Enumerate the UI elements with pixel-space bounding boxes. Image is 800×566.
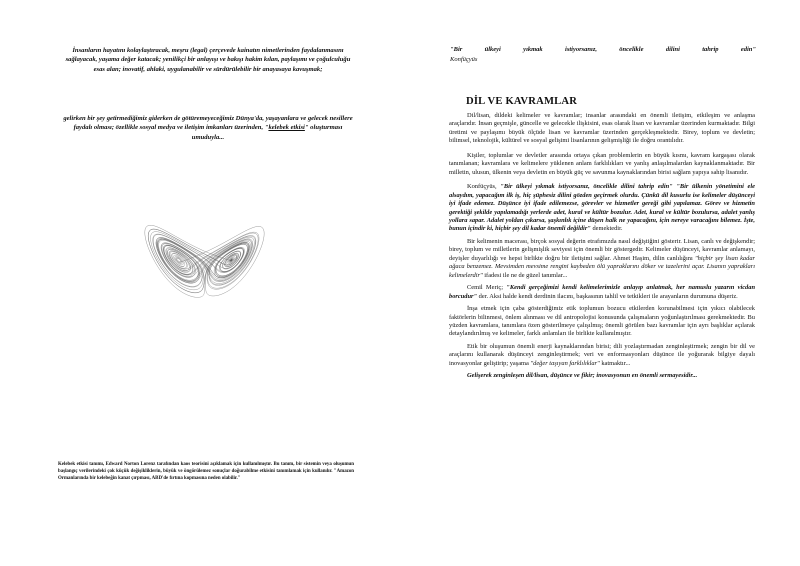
body-paragraph-4 — [449, 238, 755, 280]
butterfly-effect-footnote: Kelebek etkisi tanımı, Edward Norton Lorenz tarafından kaos teorisini açıklamak için kullanılmıştır. Bu tanım, bir sistemin veya oluşumun başlangıç verilerindeki çok küçük değişikliklerin, büyük ve öngörülemez sonuçlar doğurabilme etkisini tanımlamak için kullanılır. "Amazon Ormanlarında bir kelebeğin kanat çırpması, ABD'de fırtına kopmasına neden olabilir." — [58, 462, 354, 481]
p7-quote: "değer taşıyan farklılıklar" — [530, 359, 600, 367]
butterfly-effect-footnote-link[interactable]: kelebek etkisi — [268, 124, 305, 132]
p7-lead: Etik bir oluşumun önemli enerji kaynaklarından birisi; dili yozlaştırmadan zenginleştirmek; zengin bir dil ve araçlarını kullanarak düşünceyi zenginleştirmek; veri ve enformasyonları düşünce ile yoğurarak bilgiye dayalı inovasyonlar geliştirip; yaşama — [449, 342, 755, 367]
section-heading: DİL VE KAVRAMLAR — [466, 96, 578, 107]
p3-tail: demektedir. — [590, 225, 623, 233]
p5-cemil-meric-quote: "Kendi gerçeğimizi kendi kelimelerimizle anlayıp anlatmak, her namuslu yazarın vicdan borcudur" — [449, 284, 756, 300]
section-body — [449, 112, 755, 381]
p3-lead: Konfüçyüs, — [467, 183, 501, 191]
intro-paragraph-2 — [60, 114, 356, 142]
closing-statement: Gelişerek zenginleşen dil/lisan, düşünce ve fikir; inovasyonun en önemli sermayesidir... — [467, 372, 698, 380]
body-paragraph-2: Kişiler, toplumlar ve devletler arasında ortaya çıkan problemlerin en büyük kısmı, kavram kargaşası olarak tanımlanan; kavramlara ve kelimelere yüklenen anlam farklılıkları ve yanlış anlaşılmalardan kaynaklanmaktadır. Bir milletin, ulusun, ülkenin veya devletin en büyük güç ve savunma kaynaklarından birisi sağlam yapıya sahip lisanıdır. — [449, 151, 755, 176]
p3-confucius-quote: "Bir ülkeyi yıkmak istiyorsanız, öncelikle dilini tahrip edin" "Bir ülkenin yönetimini ele alsaydım, yapacağım ilk iş, hiç şüphesiz dilini gözden geçirmek olurdu. Çünkü dil kusurlu ise kelimeler düşünceyi iyi ifade edemez. Düşünce iyi ifade edilemezse, görevler ve hizmetler gereği gibi yapılamaz. Görev ve hizmetin gerektiği şekilde yapılamadığı yerlerde adet, kural ve kültür bozulur. Adet, kural ve kültür bozulursa, adalet yanlış yollara sapar. Adalet yoldan çıkarsa, şaşkınlık içine düşen halk ne yapacağını, için nereye varacağını bilemez. İşte, bunun içindir ki, hiçbir şey dil kadar önemli değildir" — [449, 183, 755, 233]
epigraph-author: Konfüçyüs — [450, 56, 478, 63]
p4-lead: Bir kelimenin macerası, birçok sosyal değerin etrafımızda nasıl değiştiğini gösterir. Lisan, canlı ve değişkendir; birey, toplum ve milletlerin gelişmişlik seviyesi için önemli bir göstergedir. Kelimeler düşünceyi, kavramlar anlamayı, deyişler duyarlılığı ve hepsi birlikte doğru bir iletişimi sağlar. Ahmet Haşim, dilin canlılığını — [449, 237, 755, 262]
intro-paragraph-1: İnsanların hayatını kolaylaştıracak, meşru (legal) çerçevede kainatın nimetlerinden faydalanmasını sağlayacak, yaşama değer katacak; yenilikçi bir anlayışı ve bakışı hakim kılan, paylaşımı ve çoğulculuğu esas alan; inovatif, ahlaki, uygulanabilir ve sürdürülebilir bir anayasaya kavuşmak; — [65, 47, 351, 73]
p7-tail: katmaktır... — [599, 359, 631, 367]
body-paragraph-6: İnşa etmek için çaba gösterdiğimiz etik toplumun bozucu etkilerden korunabilmesi için yıkıcı olabilecek faktörlerin bilinmesi, önlem alınması ve dil antropolojisi konusunda çalışmaların yoğunlaştırılması gerekmektedir. Bu yüzden kavramlara, tanımlara özen gösterilmeye çalışılmış; önemli görülen bazı kavramlar için ayrı başlıklar açılarak detaylandırılmış ve kelimeler, farklı anlamları ile birlikte kullanılmıştır. — [449, 305, 755, 338]
body-paragraph-5 — [449, 284, 755, 301]
body-paragraph-1: Dil/lisan, dildeki kelimeler ve kavramlar; insanlar arasındaki en önemli iletişim, etkileşim ve anlaşma araçlarıdır. İnsan geçmişle, güncelle ve gelecekle ilişkisini, esas olarak lisan ve kavramlar üzerinden kurmaktadır. Bilgi üretimi ve paylaşımı büyük ölçüde lisan ve kavramlar üzerinden gerçekleşmektedir. Birey, toplum ve devletin; bilimsel, teknolojik, kültürel ve sosyal gelişimi lisanlarının gelişmişliği ile doğru orantılıdır. — [449, 112, 755, 145]
body-paragraph-7 — [449, 343, 755, 368]
epigraph-quote: "Bir ülkeyi yıkmak istiyorsanız, öncelikle dilini tahrip edin" — [450, 46, 756, 53]
p4-ahmet-hasim-quote: "hiçbir şey lisan kadar ağaca benzemez. Mevsimden mevsime rengini kaybeden ölü yapraklarını döker ve tazelerini açar. Lisanın yaprakları kelimelerdir" — [449, 254, 756, 279]
lorenz-attractor-butterfly-image — [130, 218, 280, 310]
p4-tail: ifadesi ile ne de güzel tanımlar... — [482, 271, 568, 279]
p5-lead: Cemil Meriç; — [467, 284, 507, 292]
body-paragraph-3 — [449, 183, 755, 234]
intro-paragraph-2-text-a: gelirken bir şey getirmediğimiz giderken de götüremeyeceğimiz Dünya'da, yaşayanlara ve gelecek nesillere faydalı olması; özellikle sosyal medya ve iletişim imkanları üzerinden, " — [63, 115, 353, 132]
p5-tail: der. Aksi halde kendi derdinin ilacını, başkasının tahlil ve tetkikleri ile arayanların durumuna düşeriz. — [477, 292, 738, 300]
intro-paragraph-2-text-b: " oluşturması umuduyla... — [191, 124, 343, 141]
